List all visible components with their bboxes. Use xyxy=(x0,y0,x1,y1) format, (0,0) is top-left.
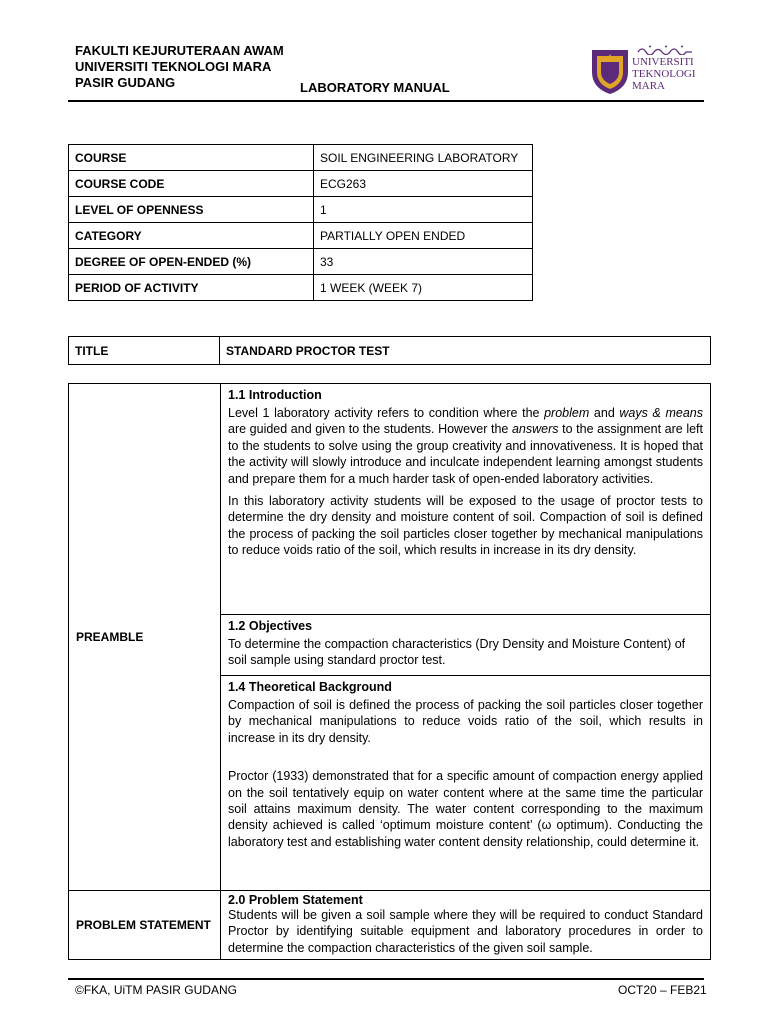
table-row xyxy=(69,249,533,275)
title-table xyxy=(68,336,711,365)
course-code-label: COURSE CODE xyxy=(69,171,314,197)
header-divider xyxy=(68,100,704,102)
degree-label: DEGREE OF OPEN-ENDED (%) xyxy=(69,249,314,275)
intro-text-b: and xyxy=(589,406,620,420)
objectives-text: To determine the compaction characteristics (Dry Density and Moisture Content) of soil sample using standard proctor test. xyxy=(228,637,686,668)
table-row xyxy=(69,145,533,171)
footer-copyright: ©FKA, UiTM PASIR GUDANG xyxy=(75,983,237,997)
intro-emphasis-answers: answers xyxy=(511,422,559,437)
problem-statement-label: PROBLEM STATEMENT xyxy=(69,891,221,960)
introduction-cell xyxy=(221,384,711,615)
content-table xyxy=(68,383,711,960)
table-row xyxy=(69,171,533,197)
period-value: 1 WEEK (WEEK 7) xyxy=(314,275,533,301)
table-row xyxy=(69,275,533,301)
footer-session: OCT20 – FEB21 xyxy=(618,983,707,997)
table-row xyxy=(69,197,533,223)
title-label: TITLE xyxy=(69,337,220,365)
preamble-label: PREAMBLE xyxy=(69,384,221,891)
intro-emphasis-problem: problem xyxy=(544,406,590,420)
theory-cell xyxy=(221,676,711,891)
theory-paragraph-1: Compaction of soil is defined the process of packing the soil particles closer together by mechanical manipulations to reduce voids ratio of the soil, which results in increase in its dry density. xyxy=(228,698,703,745)
table-row xyxy=(69,337,711,365)
objectives-heading: 1.2 Objectives xyxy=(228,619,313,633)
degree-value: 33 xyxy=(314,249,533,275)
table-row xyxy=(69,891,711,960)
table-row xyxy=(69,223,533,249)
university-name: UNIVERSITI TEKNOLOGI MARA xyxy=(75,59,272,74)
theory-heading: 1.4 Theoretical Background xyxy=(228,680,392,694)
jawi-lettering-icon xyxy=(636,44,694,55)
problem-statement-cell xyxy=(221,891,711,960)
course-label: COURSE xyxy=(69,145,314,171)
faculty-name: FAKULTI KEJURUTERAAN AWAM xyxy=(75,43,284,58)
period-label: PERIOD OF ACTIVITY xyxy=(69,275,314,301)
uitm-logo xyxy=(588,44,706,96)
university-wordmark xyxy=(632,56,696,92)
theory-paragraph-2: Proctor (1933) demonstrated that for a specific amount of compaction energy applied on the soil tentatively equip on water content where at the same time the particular soil attains maximum density. The water content corresponding to the maximum density achieved is called ‘optimum moisture content’ (ω optimum). Conducting the laboratory test and establishing water content density relationship, could determine it. xyxy=(228,769,703,849)
openness-label: LEVEL OF OPENNESS xyxy=(69,197,314,223)
footer-divider xyxy=(68,978,704,980)
objectives-cell xyxy=(221,615,711,676)
intro-text-d: to the assignment are left to the students to solve using the group creativity and innovativeness. It is hoped that the activity will slowly introduce and inculcate independent learning amongst students and prepare them for a much harder task of open-ended laboratory activities. xyxy=(228,422,703,486)
course-info-table xyxy=(68,144,533,301)
title-value: STANDARD PROCTOR TEST xyxy=(220,337,711,365)
table-row xyxy=(69,384,711,615)
document-title: LABORATORY MANUAL xyxy=(300,80,450,95)
campus-name: PASIR GUDANG xyxy=(75,75,176,90)
intro-text-c: are guided and given to the students. However the xyxy=(228,422,512,437)
category-value: PARTIALLY OPEN ENDED xyxy=(314,223,533,249)
wordmark-line-1: UNIVERSITI xyxy=(632,56,694,68)
course-value: SOIL ENGINEERING LABORATORY xyxy=(314,145,533,171)
wordmark-line-3: MARA xyxy=(632,80,666,92)
intro-emphasis-ways: ways & means xyxy=(619,406,703,420)
introduction-paragraph-1 xyxy=(228,405,703,487)
category-label: CATEGORY xyxy=(69,223,314,249)
course-code-value: ECG263 xyxy=(314,171,533,197)
problem-heading: 2.0 Problem Statement xyxy=(228,893,363,907)
uitm-crest-icon xyxy=(588,46,632,96)
introduction-paragraph-2: In this laboratory activity students will be exposed to the usage of proctor tests to determine the dry density and moisture content of soil. Compaction of soil is defined the process of packing the soil particles closer together by mechanical manipulations to reduce voids ratio of the soil, which results in increase in its dry density. xyxy=(228,494,703,558)
wordmark-line-2: TEKNOLOGI xyxy=(632,68,696,80)
problem-text: Students will be given a soil sample where they will be required to conduct Standard Proctor by identifying suitable equipment and laboratory procedures in order to determine the compaction characteristics of the given soil sample. xyxy=(228,908,703,955)
openness-value: 1 xyxy=(314,197,533,223)
intro-text-a: Level 1 laboratory activity refers to condition where the xyxy=(228,406,545,420)
introduction-heading: 1.1 Introduction xyxy=(228,388,322,402)
